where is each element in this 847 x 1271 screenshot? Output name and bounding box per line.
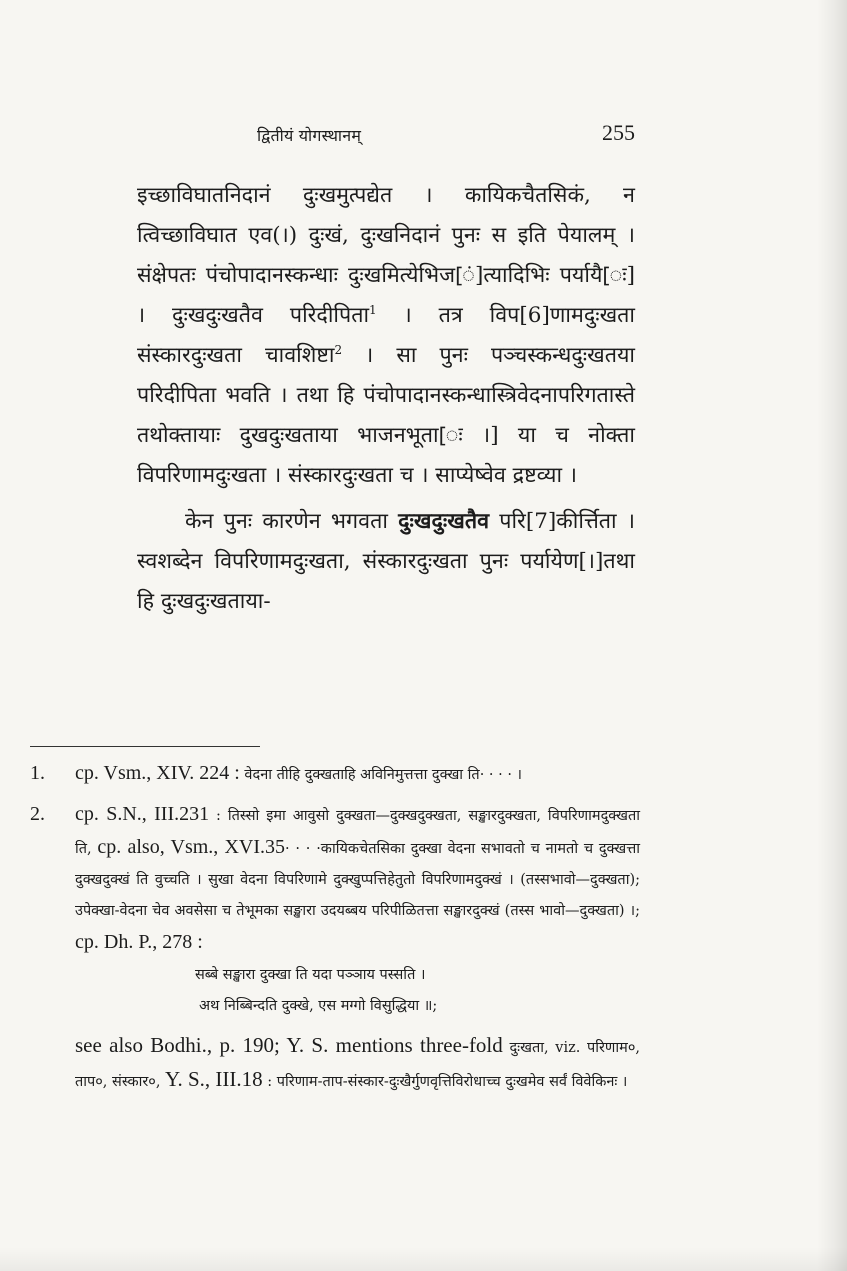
footnote-2-reference-sn: cp. S.N., III.231 xyxy=(75,803,210,825)
footnote-2-continuation-text-b: : परिणाम-ताप-संस्कार-दुःखैर्गुणवृत्तिविरोधाच्च दुःखमेव सर्वं विवेकिनः । xyxy=(262,1074,628,1090)
verse-line-2: अथ निब्बिन्दति दुक्खे, एस मग्गो विसुद्धिया ॥; xyxy=(199,998,438,1014)
main-text xyxy=(137,176,635,622)
footnote-divider xyxy=(30,746,260,747)
footnote-1-reference: cp. Vsm., XIV. 224 : xyxy=(75,762,240,784)
footnote-ref-2: 2 xyxy=(334,342,343,357)
footnote-1 xyxy=(30,758,640,791)
running-head: द्वितीयं योगस्थानम् xyxy=(257,126,362,145)
paragraph-1-text-a: इच्छाविघातनिदानं दुःखमुत्पद्येत । कायिकचैतसिकं, न त्विच्छाविघात एव(।) दुःखं, दुःखनिदानं पुनः स इति पेयालम् । संक्षेपतः पंचोपादानस्कन्धाः दुःखमित्येभिज[ं]त्यादिभिः पर्यायै[ः] । दुःखदुःखतैव परिदीपिता xyxy=(137,183,635,328)
footnote-2-reference-dhp: cp. Dh. P., 278 : xyxy=(75,931,203,953)
footnotes xyxy=(30,758,640,1098)
footnote-2 xyxy=(30,799,640,1022)
footnote-1-text: वेदना तीहि दुक्खताहि अविनिमुत्तत्ता दुक्खा ति· · · · । xyxy=(239,767,523,783)
footnote-2-see-also: see also Bodhi., p. 190; Y. S. mentions three-fold xyxy=(75,1033,503,1057)
footnote-2-text-a: : तिस्सो इमा आवुसो दुक्खता—दुक्खदुक्खता, सङ्खारदुक्खता, विपरिणामदुक्खता ति, xyxy=(75,808,640,857)
bold-term: दुःखदुःखतैव xyxy=(398,509,490,534)
page-header xyxy=(137,120,635,150)
verse-line-1: सब्बे सङ्खारा दुक्खा ति यदा पञ्ञाय पस्सति । xyxy=(195,967,426,983)
paragraph-2-text-b: परि[7]कीर्त्तिता । स्वशब्देन विपरिणामदुःखता, संस्कारदुःखता पुनः पर्यायेण[।]तथा हि दुःखदुःखताया- xyxy=(137,509,635,614)
footnote-2-reference-ys: Y. S., III.18 xyxy=(165,1067,263,1091)
paragraph-1-text-c: । सा पुनः पञ्चस्कन्धदुःखतया परिदीपिता भवति । तथा हि पंचोपादानस्कन्धास्त्रिवेदनापरिगतास्ते तथोक्तायाः दुखदुःखताया भाजनभूता[ः ।] या च नोक्ता विपरिणामदुःखता । संस्कारदुःखता च । साप्येष्वेव द्रष्टव्या । xyxy=(137,343,636,488)
footnote-2-number: 2. xyxy=(30,803,45,825)
page-number: 255 xyxy=(602,120,635,145)
footnote-1-number: 1. xyxy=(30,762,45,784)
footnote-2-continuation xyxy=(30,1030,640,1098)
footnote-2-text-b: · · · ·कायिकचेतसिका दुक्खा वेदना सभावतो च नामतो च दुक्खत्ता दुक्खदुक्खं ति वुच्चति । सुखा वेदना विपरिणामे दुक्खुप्पत्तिहेतुतो विपरिणामदुक्खं । (तस्सभावो—दुक्खता); उपेक्खा-वेदना चेव अवसेसा च तेभूमका सङ्खारा उदयब्बय परिपीळितत्ता सङ्खारदुक्खं (तस्स भावो—दुक्खता) ।; xyxy=(75,841,640,919)
footnote-2-continuation-text-a: दुःखता, viz. परिणाम०, ताप०, संस्कार०, xyxy=(75,1040,640,1090)
page-bottom-shadow xyxy=(0,1247,847,1271)
page-edge-shadow xyxy=(817,0,847,1271)
paragraph-2-text-a: केन पुनः कारणेन भगवता xyxy=(185,509,399,534)
footnote-ref-1: 1 xyxy=(369,302,377,317)
paragraph-1-text-b: । तत्र विप[6]णामदुःखता संस्कारदुःखता चावशिष्टा xyxy=(137,303,635,368)
footnote-2-reference-vsm: cp. also, Vsm., XVI.35 xyxy=(97,836,286,858)
paragraph-2 xyxy=(137,502,635,622)
paragraph-1 xyxy=(137,176,635,496)
